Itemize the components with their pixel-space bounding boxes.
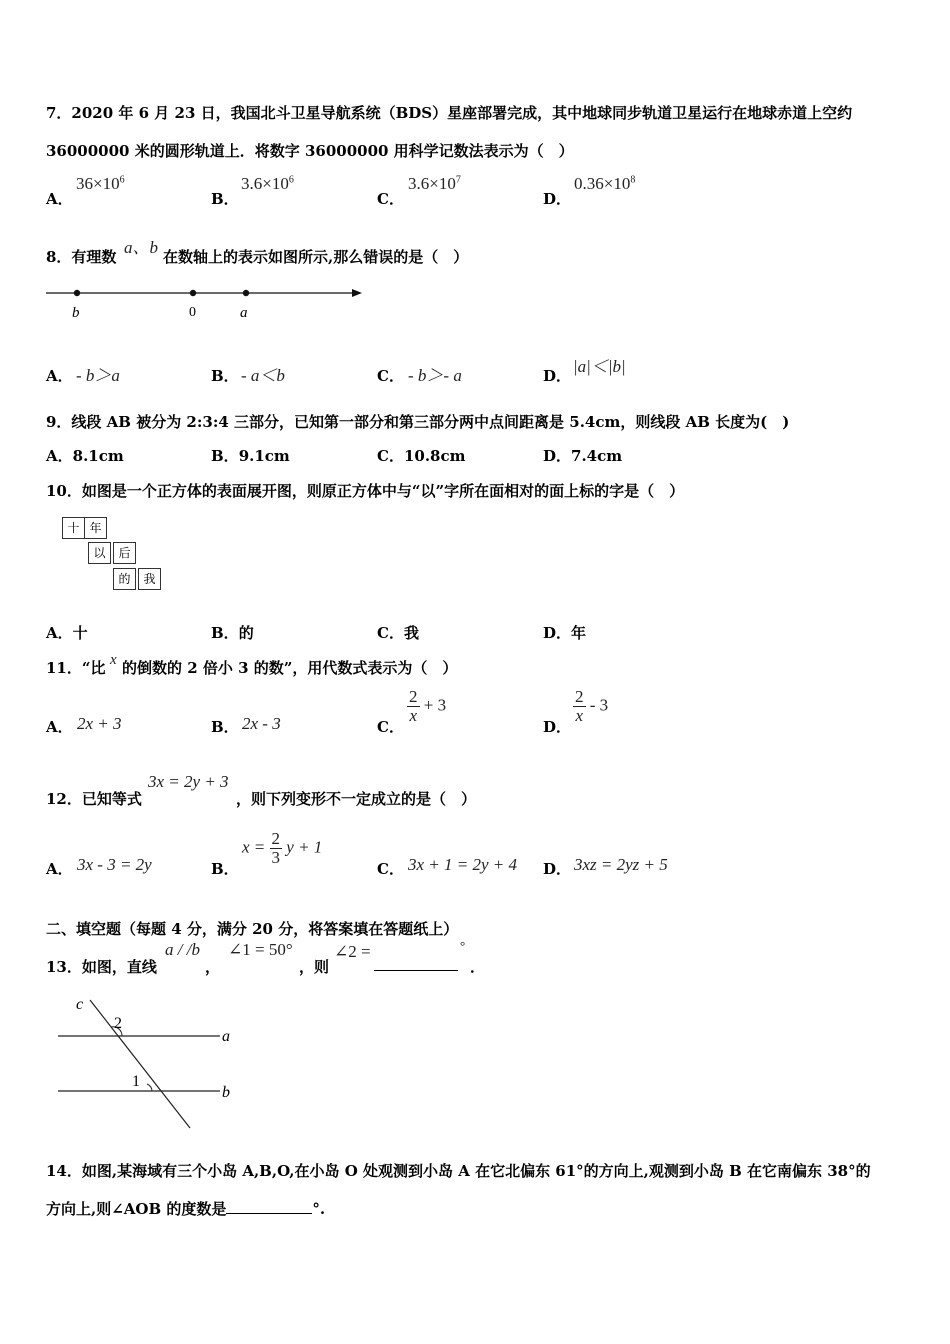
q7-option-b-label: B． [211,190,239,208]
q13-degree: ° [460,938,466,953]
q7-line2: 36000000 米的圆形轨道上．将数字 36000000 用科学记数法表示为（ ） [46,142,574,160]
q12-prefix: 12．已知等式 [46,790,142,808]
q8-option-a-expr: - b＞a [76,366,120,385]
q10-option-a: A．十 [46,624,88,642]
q13-then: ，则 [299,958,330,976]
q11-option-a-expr: 2x + 3 [77,714,122,733]
q11-option-d-label: D． [543,718,572,736]
point-b-dot [74,290,80,296]
q10-option-d: D．年 [543,624,587,642]
q13-prefix: 13．如图，直线 [46,958,157,976]
q10-option-b: B．的 [211,624,254,642]
q11-suffix: 的倒数的 2 倍小 3 的数”，用代数式表示为（ ） [122,659,458,677]
q12-option-b-expr: x = $\frac{2}{3}$ y + 1 [242,829,323,867]
q9-text: 9．线段 AB 被分为 2:3:4 三部分，已知第一部分和第三部分两中点间距离是 5.4cm，则线段 AB 长度为( ) [46,413,790,431]
point-zero-dot [190,290,196,296]
q12-option-c-label: C． [377,860,404,878]
q9-option-b: B．9.1cm [211,447,290,465]
cube-net-figure [62,517,172,597]
label-line-b: b [222,1084,230,1101]
q7-option-a-label: A． [46,190,73,208]
q12-option-d-label: D． [543,860,572,878]
q11-prefix: 11．“比 [46,659,106,677]
q7-option-b-expr: $3.6\times 10^6$ [241,174,294,193]
q13-angle1: ∠1 = 50° [228,940,293,959]
q11-option-d-expr: $\frac{2}{x}$ - 3 [575,687,609,725]
q12-option-d-expr: 3xz = 2yz + 5 [574,855,668,874]
q7-option-d-label: D． [543,190,572,208]
parallel-lines-figure [52,994,242,1134]
q12-option-a-label: A． [46,860,73,878]
q13-comma: ， [205,958,221,976]
q11-option-c-label: C． [377,718,404,736]
label-line-a: a [222,1028,230,1045]
label-zero: 0 [189,305,196,320]
angle-1-arc [147,1084,152,1091]
line-c [90,1000,190,1128]
point-a-dot [243,290,249,296]
q12-equation: 3x = 2y + 3 [148,772,229,791]
number-line-figure [40,282,370,324]
q14-line2: 方向上,则∠AOB 的度数是 °. [46,1200,326,1218]
label-angle-2: 2 [114,1015,122,1032]
net-face-hou: 后 [113,542,136,564]
q13-angle2: ∠2 = [334,942,371,961]
q13-end: ． [470,958,486,976]
q8-option-a-label: A． [46,367,73,385]
q7-option-a-expr: $36\times 10^6$ [76,174,125,193]
q12-option-a-expr: 3x - 3 = 2y [77,855,152,874]
q8-option-c-expr: - b＞- a [408,366,462,385]
q11-var: x [110,652,117,668]
q7-line1: 7．2020 年 6 月 23 日，我国北斗卫星导航系统（BDS）星座部署完成，其中地球同步轨道卫星运行在地球赤道上空约 [46,104,853,122]
section-title: 二、填空题（每题 4 分，满分 20 分，将答案填在答题纸上） [46,920,459,938]
q8-prefix: 8．有理数 [46,248,117,266]
q14-answer-blank[interactable] [226,1199,312,1214]
q8-option-b-expr: - a＜b [241,366,285,385]
net-face-wo: 我 [138,568,161,590]
q11-option-b-expr: 2x - 3 [242,714,281,733]
q10-text: 10．如图是一个正方体的表面展开图，则原正方体中与“以”字所在面相对的面上标的字是（ ） [46,482,685,500]
q11-option-c-expr: $\frac{2}{x}$ + 3 [409,687,447,725]
q12-option-c-expr: 3x + 1 = 2y + 4 [408,855,518,874]
label-c: c [76,996,84,1013]
net-face-yi: 以 [88,542,111,564]
net-face-nian: 年 [84,517,107,539]
number-line-arrow [352,289,362,297]
label-a: a [240,305,248,321]
q9-option-a: A．8.1cm [46,447,124,465]
q13-parallel: a / /b [165,940,200,959]
q8-option-d-label: D． [543,367,572,385]
q8-option-b-label: B． [211,367,239,385]
q14-line1: 14．如图,某海域有三个小岛 A,B,O,在小岛 O 处观测到小岛 A 在它北偏东 61°的方向上,观测到小岛 B 在它南偏东 38°的 [46,1162,871,1180]
q13-answer-blank[interactable] [374,956,458,975]
q8-option-c-label: C． [377,367,404,385]
q8-vars: a、b [124,238,158,257]
net-face-shi: 十 [62,517,85,539]
net-face-de: 的 [113,568,136,590]
q7-option-c-label: C． [377,190,404,208]
label-b: b [72,305,80,321]
q11-option-b-label: B． [211,718,239,736]
q12-suffix: ，则下列变形不一定成立的是（ ） [236,790,477,808]
label-angle-1: 1 [132,1073,140,1090]
q10-option-c: C．我 [377,624,419,642]
q7-option-c-expr: $3.6\times 10^7$ [408,174,461,193]
q8-suffix: 在数轴上的表示如图所示,那么错误的是（ ） [163,248,469,266]
q7-option-d-expr: $0.36\times 10^8$ [574,174,636,193]
q8-option-d-expr: |a|＜|b| [573,357,626,376]
q12-option-b-label: B． [211,860,239,878]
q9-option-c: C．10.8cm [377,447,466,465]
q9-option-d: D．7.4cm [543,447,623,465]
q11-option-a-label: A． [46,718,73,736]
